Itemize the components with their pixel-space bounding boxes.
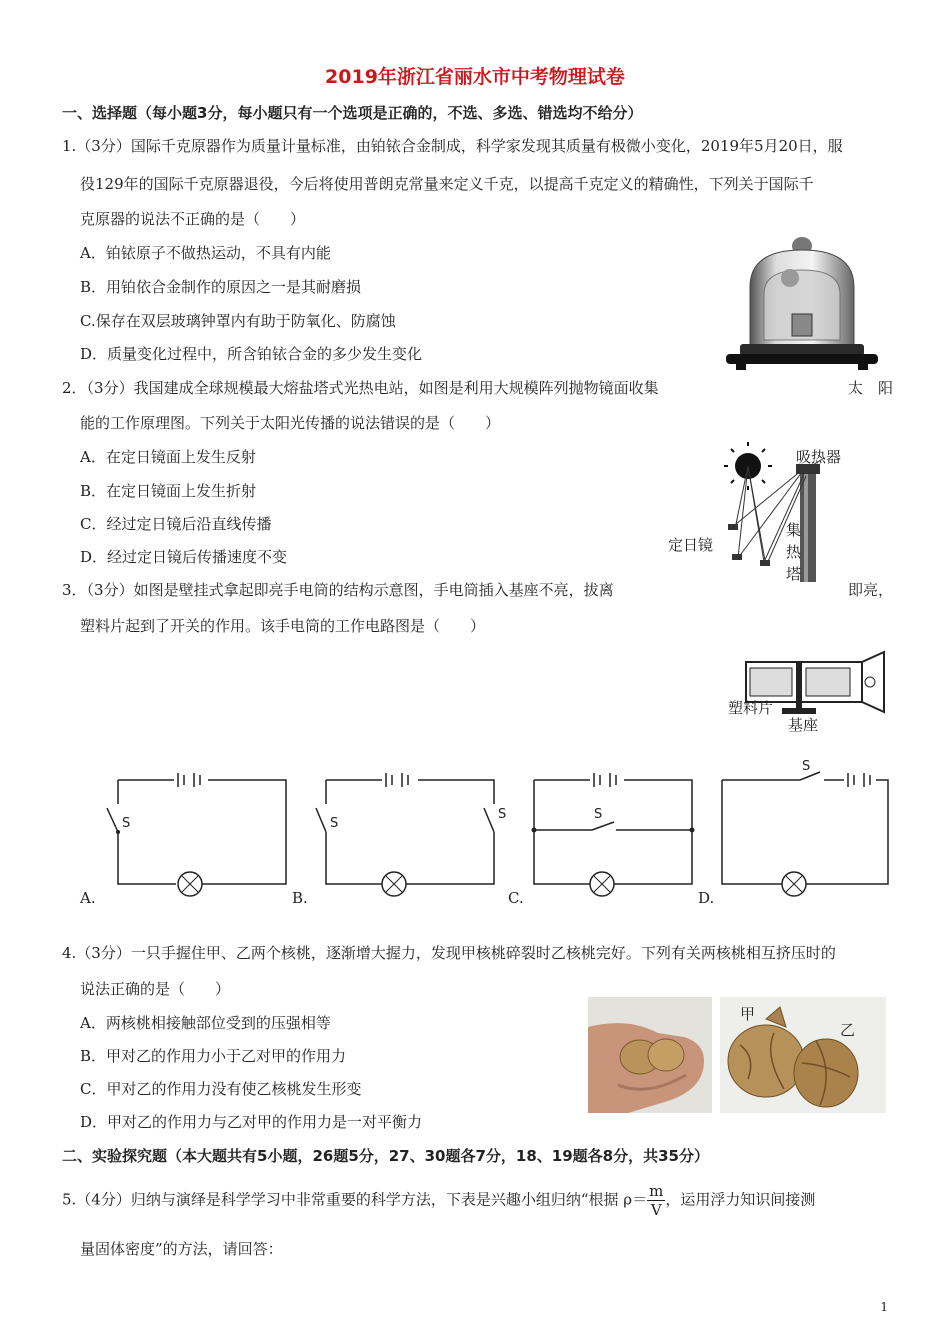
circuit-label-a: A.: [80, 889, 96, 907]
switch-label-b2: S: [498, 807, 507, 822]
q2-line-1-tail: 太 阳: [848, 379, 894, 397]
tower-label-3: 塔: [786, 565, 802, 583]
q5-line-1-post: ，运用浮力知识间接测: [665, 1190, 816, 1209]
density-fraction: [647, 1182, 665, 1219]
tower-label-1: 集: [786, 521, 802, 539]
section-2-heading: 二、实验探究题（本大题共有5小题，26题5分，27、30题各7分，18、19题各8分，共35分）: [62, 1147, 709, 1165]
hand-walnut-photo: [588, 997, 712, 1113]
walnut-yi-label: 乙: [840, 1021, 856, 1039]
q2-line-1: 2．（3分）我国建成全球规模最大熔盐塔式光热电站，如图是利用大规模阵列抛物镜面收集: [62, 379, 659, 397]
q5-line-1-pre: 5.（4分）归纳与演绎是科学学习中非常重要的科学方法，下表是兴趣小组归纳“根据 ρ＝: [62, 1190, 648, 1209]
circuit-d: [722, 760, 888, 896]
fraction-numerator: m: [649, 1182, 664, 1200]
cracked-walnuts-photo: [720, 997, 886, 1113]
q1-line-1: 1.（3分）国际千克原器作为质量计量标准，由铂铱合金制成，科学家发现其质量有极微小变化，2019年5月20日，服: [62, 137, 843, 155]
switch-label-d: S: [802, 760, 811, 774]
circuit-c: [532, 773, 695, 896]
heliostat-label: 定日镜: [668, 536, 714, 554]
q3-line-1: 3．（3分）如图是壁挂式拿起即亮手电筒的结构示意图，手电筒插入基座不亮，拔离: [62, 581, 614, 599]
q4-option-d: D．甲对乙的作用力与乙对甲的作用力是一对平衡力: [80, 1113, 423, 1131]
q2-option-c: C．经过定日镜后沿直线传播: [80, 515, 272, 533]
q1-option-c: C.保存在双层玻璃钟罩内有助于防氧化、防腐蚀: [80, 312, 396, 330]
q3-line-2: 塑料片起到了开关的作用。该手电筒的工作电路图是（ ）: [80, 617, 486, 635]
switch-label-a: S: [122, 816, 131, 831]
q4-line-1: 4.（3分）一只手握住甲、乙两个核桃，逐渐增大握力，发现甲核桃碎裂时乙核桃完好。下列有关两核桃相互挤压时的: [62, 944, 836, 962]
q5-line-1: [62, 1182, 815, 1219]
fraction-denominator: V: [650, 1201, 662, 1219]
walnut-jia-label: 甲: [740, 1005, 756, 1023]
q1-line-2: 役129年的国际千克原器退役，今后将使用普朗克常量来定义千克，以提高千克定义的精确性，下列关于国际千: [80, 175, 814, 193]
q1-option-d: D．质量变化过程中，所含铂铱合金的多少发生变化: [80, 345, 423, 363]
q5-line-2: 量固体密度”的方法，请回答：: [80, 1240, 283, 1258]
kilogram-prototype-figure: [722, 232, 882, 372]
section-1-heading: 一、选择题（每小题3分，每小题只有一个选项是正确的，不选、多选、错选均不给分）: [62, 104, 643, 122]
q4-line-2: 说法正确的是（ ）: [80, 980, 231, 998]
base-label: 基座: [788, 716, 819, 734]
circuit-options: [62, 760, 902, 910]
q3-line-1-tail: 即亮，: [848, 581, 894, 599]
plastic-label: 塑料片: [728, 699, 774, 717]
q4-option-b: B．甲对乙的作用力小于乙对甲的作用力: [80, 1047, 347, 1065]
absorber-label: 吸热器: [796, 448, 842, 466]
flashlight-figure: [726, 648, 892, 734]
switch-label-b1: S: [330, 816, 339, 831]
q2-option-b: B．在定日镜面上发生折射: [80, 482, 257, 500]
q1-option-a: A．铂铱原子不做热运动，不具有内能: [80, 244, 331, 262]
circuit-a: [107, 773, 286, 896]
q4-option-a: A．两核桃相接触部位受到的压强相等: [80, 1014, 331, 1032]
switch-label-c: S: [594, 807, 603, 822]
q2-line-2: 能的工作原理图。下列关于太阳光传播的说法错误的是（ ）: [80, 414, 501, 432]
page-title: 2019年浙江省丽水市中考物理试卷: [325, 66, 625, 88]
page-number: 1: [880, 1300, 888, 1314]
solar-tower-figure: [666, 440, 866, 588]
q2-option-a: A．在定日镜面上发生反射: [80, 448, 256, 466]
walnut-photos: [588, 997, 888, 1115]
q1-option-b: B．用铂依合金制作的原因之一是其耐磨损: [80, 278, 362, 296]
tower-label-2: 热: [786, 543, 802, 561]
q4-option-c: C．甲对乙的作用力没有使乙核桃发生形变: [80, 1080, 362, 1098]
q2-option-d: D．经过定日镜后传播速度不变: [80, 548, 288, 566]
circuit-label-b: B.: [292, 889, 308, 907]
circuit-label-d: D.: [698, 889, 715, 907]
circuit-label-c: C.: [508, 889, 524, 907]
q1-line-3: 克原器的说法不正确的是（ ）: [80, 210, 306, 228]
circuit-b: [316, 773, 506, 896]
